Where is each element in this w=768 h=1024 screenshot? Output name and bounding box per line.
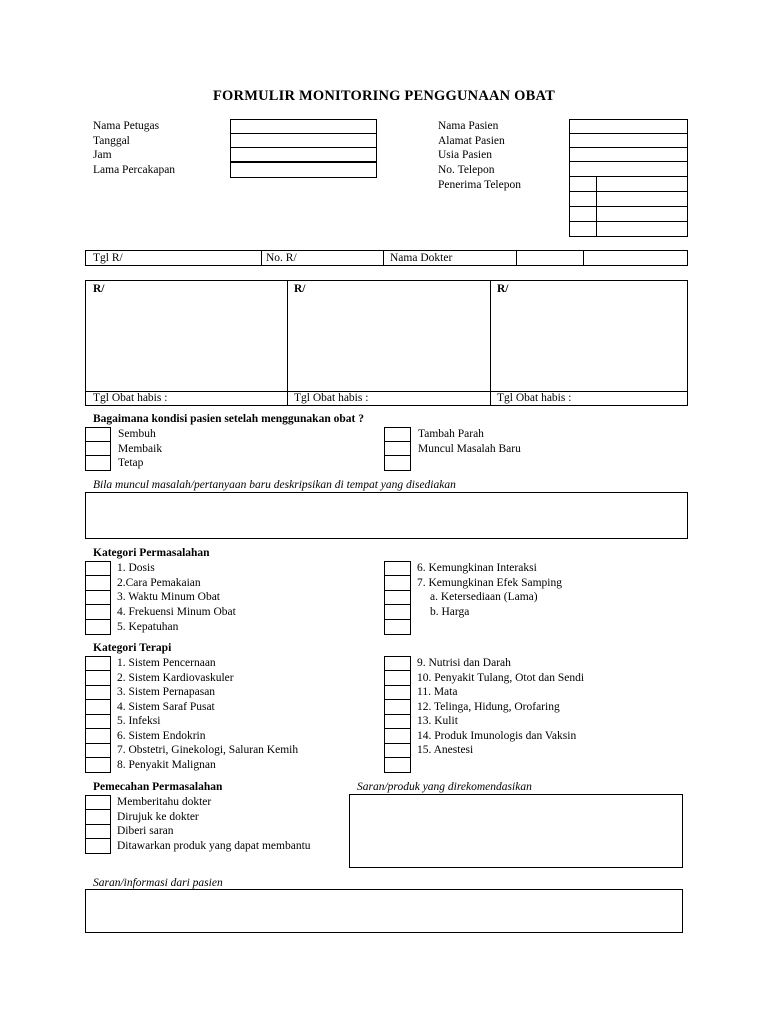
checkbox-memberitahu-dokter[interactable] xyxy=(85,795,111,810)
option-sembuh: Sembuh xyxy=(118,428,156,440)
option-produk-imunologis: 14. Produk Imunologis dan Vaksin xyxy=(417,730,577,742)
checkbox-sistem-endokrin[interactable] xyxy=(85,728,111,744)
divider xyxy=(261,250,262,266)
option-nutrisi-darah: 9. Nutrisi dan Darah xyxy=(417,657,511,669)
field-usia-pasien[interactable] xyxy=(569,147,688,162)
checkbox-anestesi[interactable] xyxy=(384,743,411,758)
option-penyakit-tulang: 10. Penyakit Tulang, Otot dan Sendi xyxy=(417,672,585,684)
checkbox-tetap[interactable] xyxy=(85,455,111,471)
option-mata: 11. Mata xyxy=(417,686,458,698)
field-jam[interactable] xyxy=(230,147,377,162)
option-tetap: Tetap xyxy=(118,457,144,469)
option-obstetri: 7. Obstetri, Ginekologi, Saluran Kemih xyxy=(117,744,299,756)
checkbox-penyakit-malignan[interactable] xyxy=(85,757,111,773)
patient-info-label: Saran/informasi dari pasien xyxy=(93,877,223,889)
field-nama-dokter[interactable] xyxy=(517,251,583,265)
checkbox-membaik[interactable] xyxy=(85,441,111,456)
checkbox-tambah-parah[interactable] xyxy=(384,427,411,442)
label-lama-percakapan: Lama Percakapan xyxy=(93,164,176,176)
tgl-obat-habis-1: Tgl Obat habis : xyxy=(93,392,168,404)
field-tanggal[interactable] xyxy=(230,133,377,148)
option-sistem-endokrin: 6. Sistem Endokrin xyxy=(117,730,206,742)
checkbox-dirujuk-ke-dokter[interactable] xyxy=(85,809,111,825)
label-penerima-telepon: Penerima Telepon xyxy=(438,179,521,191)
field-lama-percakapan[interactable] xyxy=(230,162,377,178)
checkbox-sembuh[interactable] xyxy=(85,427,111,442)
condition-question: Bagaimana kondisi pasien setelah menggunakan obat ? xyxy=(93,413,364,425)
divider xyxy=(569,221,688,222)
divider xyxy=(569,191,688,192)
divider xyxy=(569,206,688,207)
prescription-field-1[interactable] xyxy=(86,298,286,390)
label-no-telepon: No. Telepon xyxy=(438,164,495,176)
problem-category-heading: Kategori Permasalahan xyxy=(93,547,210,559)
recommendation-textarea[interactable] xyxy=(349,794,683,868)
checkbox-harga[interactable] xyxy=(384,604,411,620)
r-label-3: R/ xyxy=(497,283,509,295)
checkbox-kemungkinan-efek-samping[interactable] xyxy=(384,575,411,591)
option-memberitahu-dokter: Memberitahu dokter xyxy=(117,796,212,808)
option-sistem-pencernaan: 1. Sistem Pencernaan xyxy=(117,657,216,669)
label-nama-petugas: Nama Petugas xyxy=(93,120,160,132)
therapy-category-heading: Kategori Terapi xyxy=(93,642,172,654)
option-ditawarkan-produk: Ditawarkan produk yang dapat membantu xyxy=(117,840,311,852)
label-alamat-pasien: Alamat Pasien xyxy=(438,135,505,147)
option-waktu-minum-obat: 3. Waktu Minum Obat xyxy=(117,591,220,603)
field-nama-dokter-extra[interactable] xyxy=(584,251,687,265)
checkbox-cara-pemakaian[interactable] xyxy=(85,575,111,591)
checkbox-infeksi[interactable] xyxy=(85,714,111,729)
label-tanggal: Tanggal xyxy=(93,135,130,147)
checkbox-muncul-masalah-baru[interactable] xyxy=(384,441,411,456)
option-sistem-pernapasan: 3. Sistem Pernapasan xyxy=(117,686,216,698)
divider xyxy=(383,250,384,266)
option-cara-pemakaian: 2.Cara Pemakaian xyxy=(117,577,201,589)
option-tambah-parah: Tambah Parah xyxy=(418,428,484,440)
patient-info-textarea[interactable] xyxy=(85,889,683,933)
checkbox-nutrisi-darah[interactable] xyxy=(384,656,411,671)
checkbox-sistem-pencernaan[interactable] xyxy=(85,656,111,671)
option-harga: b. Harga xyxy=(430,606,470,618)
r-label-1: R/ xyxy=(93,283,105,295)
checkbox-sistem-kardiovaskuler[interactable] xyxy=(85,670,111,686)
label-tgl-r: Tgl R/ xyxy=(93,252,123,264)
tgl-obat-habis-3: Tgl Obat habis : xyxy=(497,392,572,404)
label-no-r: No. R/ xyxy=(266,252,297,264)
checkbox-frekuensi-minum-obat[interactable] xyxy=(85,604,111,620)
option-infeksi: 5. Infeksi xyxy=(117,715,161,727)
checkbox-produk-imunologis[interactable] xyxy=(384,728,411,744)
option-telinga-hidung: 12. Telinga, Hidung, Orofaring xyxy=(417,701,560,713)
option-kemungkinan-interaksi: 6. Kemungkinan Interaksi xyxy=(417,562,537,574)
page-title: FORMULIR MONITORING PENGGUNAAN OBAT xyxy=(213,88,555,104)
option-kepatuhan: 5. Kepatuhan xyxy=(117,621,179,633)
field-nama-petugas[interactable] xyxy=(230,119,377,134)
checkbox-kemungkinan-interaksi[interactable] xyxy=(384,561,411,576)
option-dosis: 1. Dosis xyxy=(117,562,155,574)
checkbox-empty[interactable] xyxy=(384,757,411,773)
checkbox-ditawarkan-produk[interactable] xyxy=(85,838,111,854)
checkbox-obstetri[interactable] xyxy=(85,743,111,758)
option-ketersediaan: a. Ketersediaan (Lama) xyxy=(430,591,538,603)
option-anestesi: 15. Anestesi xyxy=(417,744,474,756)
option-frekuensi-minum-obat: 4. Frekuensi Minum Obat xyxy=(117,606,236,618)
r-label-2: R/ xyxy=(294,283,306,295)
tgl-obat-habis-2: Tgl Obat habis : xyxy=(294,392,369,404)
prescription-field-3[interactable] xyxy=(491,298,687,390)
checkbox-telinga-hidung[interactable] xyxy=(384,699,411,715)
checkbox-dosis[interactable] xyxy=(85,561,111,576)
describe-note: Bila muncul masalah/pertanyaan baru deskripsikan di tempat yang disediakan xyxy=(93,479,456,491)
divider xyxy=(85,391,688,392)
checkbox-kepatuhan[interactable] xyxy=(85,619,111,635)
checkbox-empty[interactable] xyxy=(384,455,411,471)
label-nama-pasien: Nama Pasien xyxy=(438,120,499,132)
field-nama-pasien[interactable] xyxy=(569,119,688,134)
checkbox-empty[interactable] xyxy=(384,619,411,635)
recommend-label: Saran/produk yang direkomendasikan xyxy=(357,781,532,793)
option-kemungkinan-efek-samping: 7. Kemungkinan Efek Samping xyxy=(417,577,563,589)
label-usia-pasien: Usia Pasien xyxy=(438,149,492,161)
field-alamat-pasien[interactable] xyxy=(569,133,688,148)
checkbox-mata[interactable] xyxy=(384,685,411,700)
option-muncul-masalah-baru: Muncul Masalah Baru xyxy=(418,443,521,455)
description-textarea[interactable] xyxy=(85,492,688,539)
checkbox-waktu-minum-obat[interactable] xyxy=(85,590,111,605)
checkbox-kulit[interactable] xyxy=(384,714,411,729)
option-dirujuk-ke-dokter: Dirujuk ke dokter xyxy=(117,811,199,823)
option-sistem-saraf-pusat: 4. Sistem Saraf Pusat xyxy=(117,701,215,713)
checkbox-sistem-saraf-pusat[interactable] xyxy=(85,699,111,715)
checkbox-penyakit-tulang[interactable] xyxy=(384,670,411,686)
label-jam: Jam xyxy=(93,149,112,161)
label-nama-dokter: Nama Dokter xyxy=(390,252,453,264)
option-kulit: 13. Kulit xyxy=(417,715,458,727)
resolution-heading: Pemecahan Permasalahan xyxy=(93,781,223,793)
option-sistem-kardiovaskuler: 2. Sistem Kardiovaskuler xyxy=(117,672,234,684)
checkbox-ketersediaan[interactable] xyxy=(384,590,411,605)
checkbox-sistem-pernapasan[interactable] xyxy=(85,685,111,700)
prescription-field-2[interactable] xyxy=(288,298,489,390)
checkbox-diberi-saran[interactable] xyxy=(85,824,111,839)
field-no-telepon[interactable] xyxy=(569,161,688,177)
option-diberi-saran: Diberi saran xyxy=(117,825,174,837)
option-membaik: Membaik xyxy=(118,443,163,455)
option-penyakit-malignan: 8. Penyakit Malignan xyxy=(117,759,216,771)
